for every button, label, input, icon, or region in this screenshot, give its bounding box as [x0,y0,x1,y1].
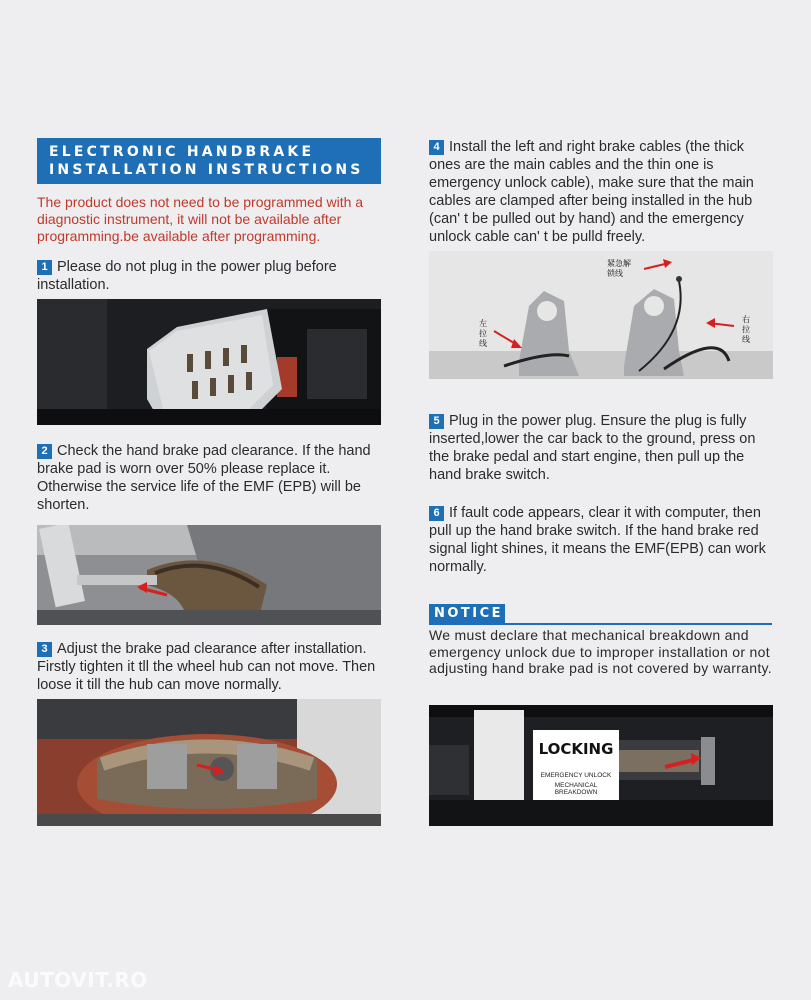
step-number: 6 [429,506,444,521]
step-text: If fault code appears, clear it with computer, then pull up the hand brake switch. If the hand brake red signal light shines, it means the EMF(EPB) can work normally. [429,505,766,575]
step-text: Adjust the brake pad clearance after installation. Firstly tighten it tll the wheel hub can not move. Then loose it till the hub can move normally. [37,641,376,693]
brake-cables-photo [429,251,773,379]
left-cable-label: 左拉线 [479,319,487,348]
instructions-title [37,138,381,184]
step-number: 1 [37,260,52,275]
notice-tag: NOTICE [429,604,505,623]
watermark: AUTOVIT.RO [8,968,148,992]
step-text: Plug in the power plug. Ensure the plug is fully inserted,lower the car back to the ground, press on the brake pedal and start engine, then pull up the hand brake switch. [429,413,756,483]
programming-warning: The product does not need to be programmed with a diagnostic instrument, it will not be available after programming.be available after programming. [37,194,364,244]
step-3 [37,640,383,694]
step-number: 2 [37,444,52,459]
step-text: Install the left and right brake cables (the thick ones are the main cables and the thin one is emergency unlock cable), make sure that the main cables are clamped after being installed in the hub (can' t be pulled out by hand) and the emergency unlock cable can' t be pulld freely. [429,139,754,245]
step-number: 4 [429,140,444,155]
step-2 [37,442,383,514]
brake-pad-clearance-photo [37,525,381,625]
step-text: Please do not plug in the power plug before installation. [37,259,337,293]
locking-line-1: EMERGENCY UNLOCK [540,772,612,779]
step-6 [429,504,775,576]
locking-label-card [533,730,619,800]
step-text: Check the hand brake pad clearance. If the hand brake pad is worn over 50% please replace it. Otherwise the service life of the EMF (EPB) will be shorten. [37,443,371,513]
step-5 [429,412,775,484]
emergency-cable-label: 紧急解锁线 [607,259,631,278]
locking-photo [429,705,773,826]
locking-line-2: MECHANICAL BREAKDOWN [554,782,598,796]
right-cable-label: 右拉线 [742,315,750,344]
step-1 [37,258,383,294]
hub-adjustment-photo [37,699,381,826]
locking-title: LOCKING [538,740,614,758]
step-number: 5 [429,414,444,429]
notice-divider [429,623,772,625]
title-line-1: ELECTRONIC HANDBRAKE [49,144,315,160]
power-plug-photo [37,299,381,425]
step-number: 3 [37,642,52,657]
step-4 [429,138,775,246]
notice-text: We must declare that mechanical breakdown and emergency unlock due to improper installation or not adjusting hand brake pad is not covered by warranty. [429,627,772,676]
title-line-2: INSTALLATION INSTRUCTIONS [49,162,364,178]
